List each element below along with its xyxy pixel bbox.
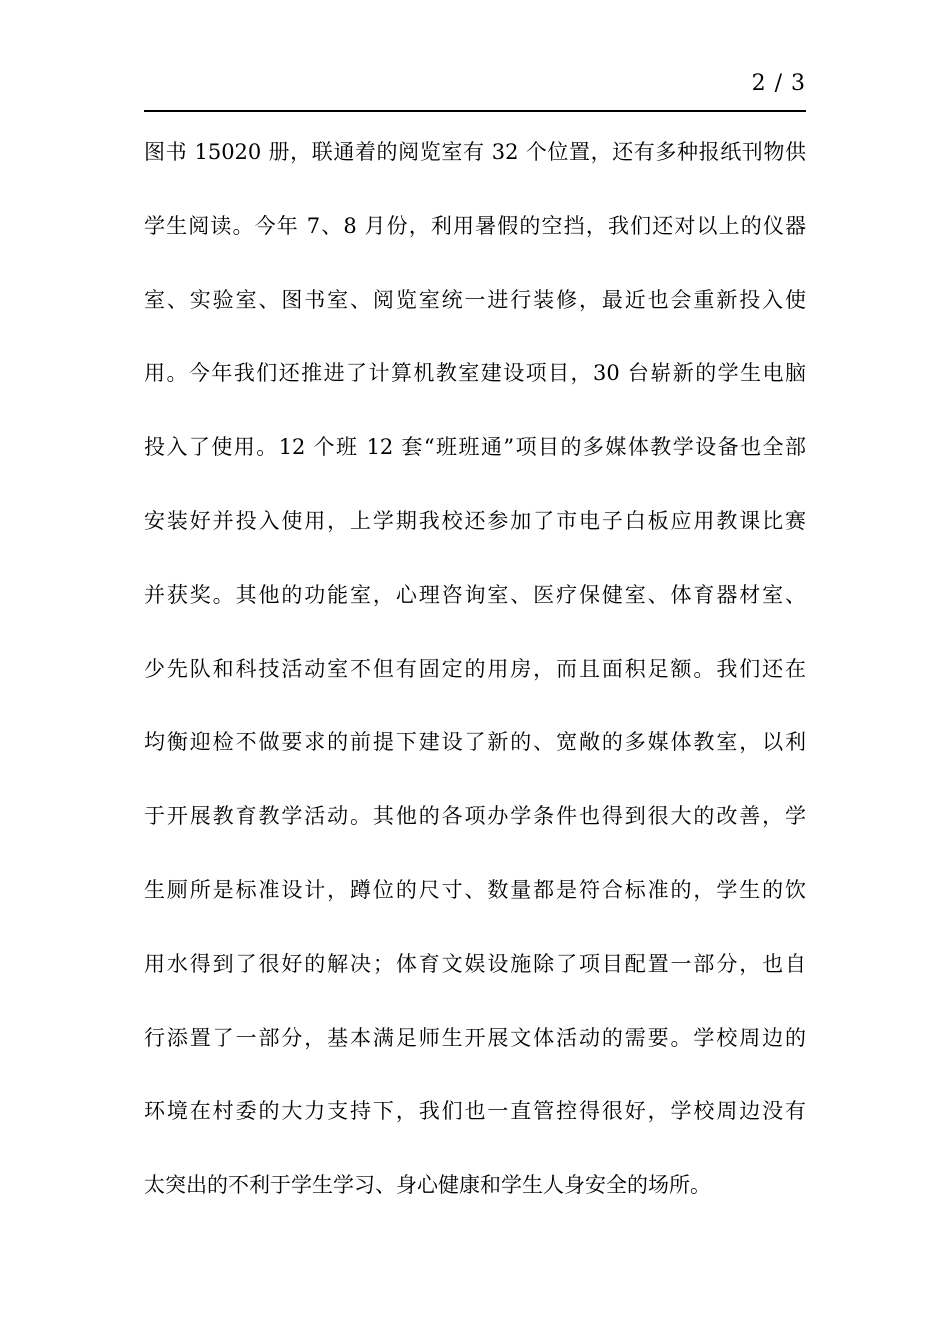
text-line: 投入了使用。12 个班 12 套“班班通”项目的多媒体教学设备也全部	[144, 435, 806, 460]
text-line: 环境在村委的大力支持下，我们也一直管控得很好，学校周边没有	[144, 1099, 806, 1124]
text-line: 用。今年我们还推进了计算机教室建设项目，30 台崭新的学生电脑	[144, 361, 806, 386]
text-line: 行添置了一部分，基本满足师生开展文体活动的需要。学校周边的	[144, 1025, 806, 1050]
text-line: 室、实验室、图书室、阅览室统一进行装修，最近也会重新投入使	[144, 287, 806, 312]
text-line: 太突出的不利于学生学习、身心健康和学生人身安全的场所。	[144, 1173, 711, 1198]
body-text	[144, 128, 806, 1235]
text-line: 用水得到了很好的解决；体育文娱设施除了项目配置一部分，也自	[144, 951, 806, 976]
text-line: 于开展教育教学活动。其他的各项办学条件也得到很大的改善，学	[144, 804, 806, 829]
text-line: 安装好并投入使用，上学期我校还参加了市电子白板应用教课比赛	[144, 508, 806, 533]
text-line: 图书 15020 册，联通着的阅览室有 32 个位置，还有多种报纸刊物供	[144, 140, 806, 164]
text-line: 均衡迎检不做要求的前提下建设了新的、宽敞的多媒体教室，以利	[144, 730, 806, 755]
text-line: 并获奖。其他的功能室，心理咨询室、医疗保健室、体育器材室、	[144, 582, 806, 607]
text-line: 生厕所是标准设计，蹲位的尺寸、数量都是符合标准的，学生的饮	[144, 877, 806, 902]
text-line: 学生阅读。今年 7、8 月份，利用暑假的空挡，我们还对以上的仪器	[144, 213, 806, 238]
header-rule	[144, 110, 806, 112]
page-number: 2 / 3	[751, 71, 806, 96]
text-line: 少先队和科技活动室不但有固定的用房，而且面积足额。我们还在	[144, 656, 806, 681]
